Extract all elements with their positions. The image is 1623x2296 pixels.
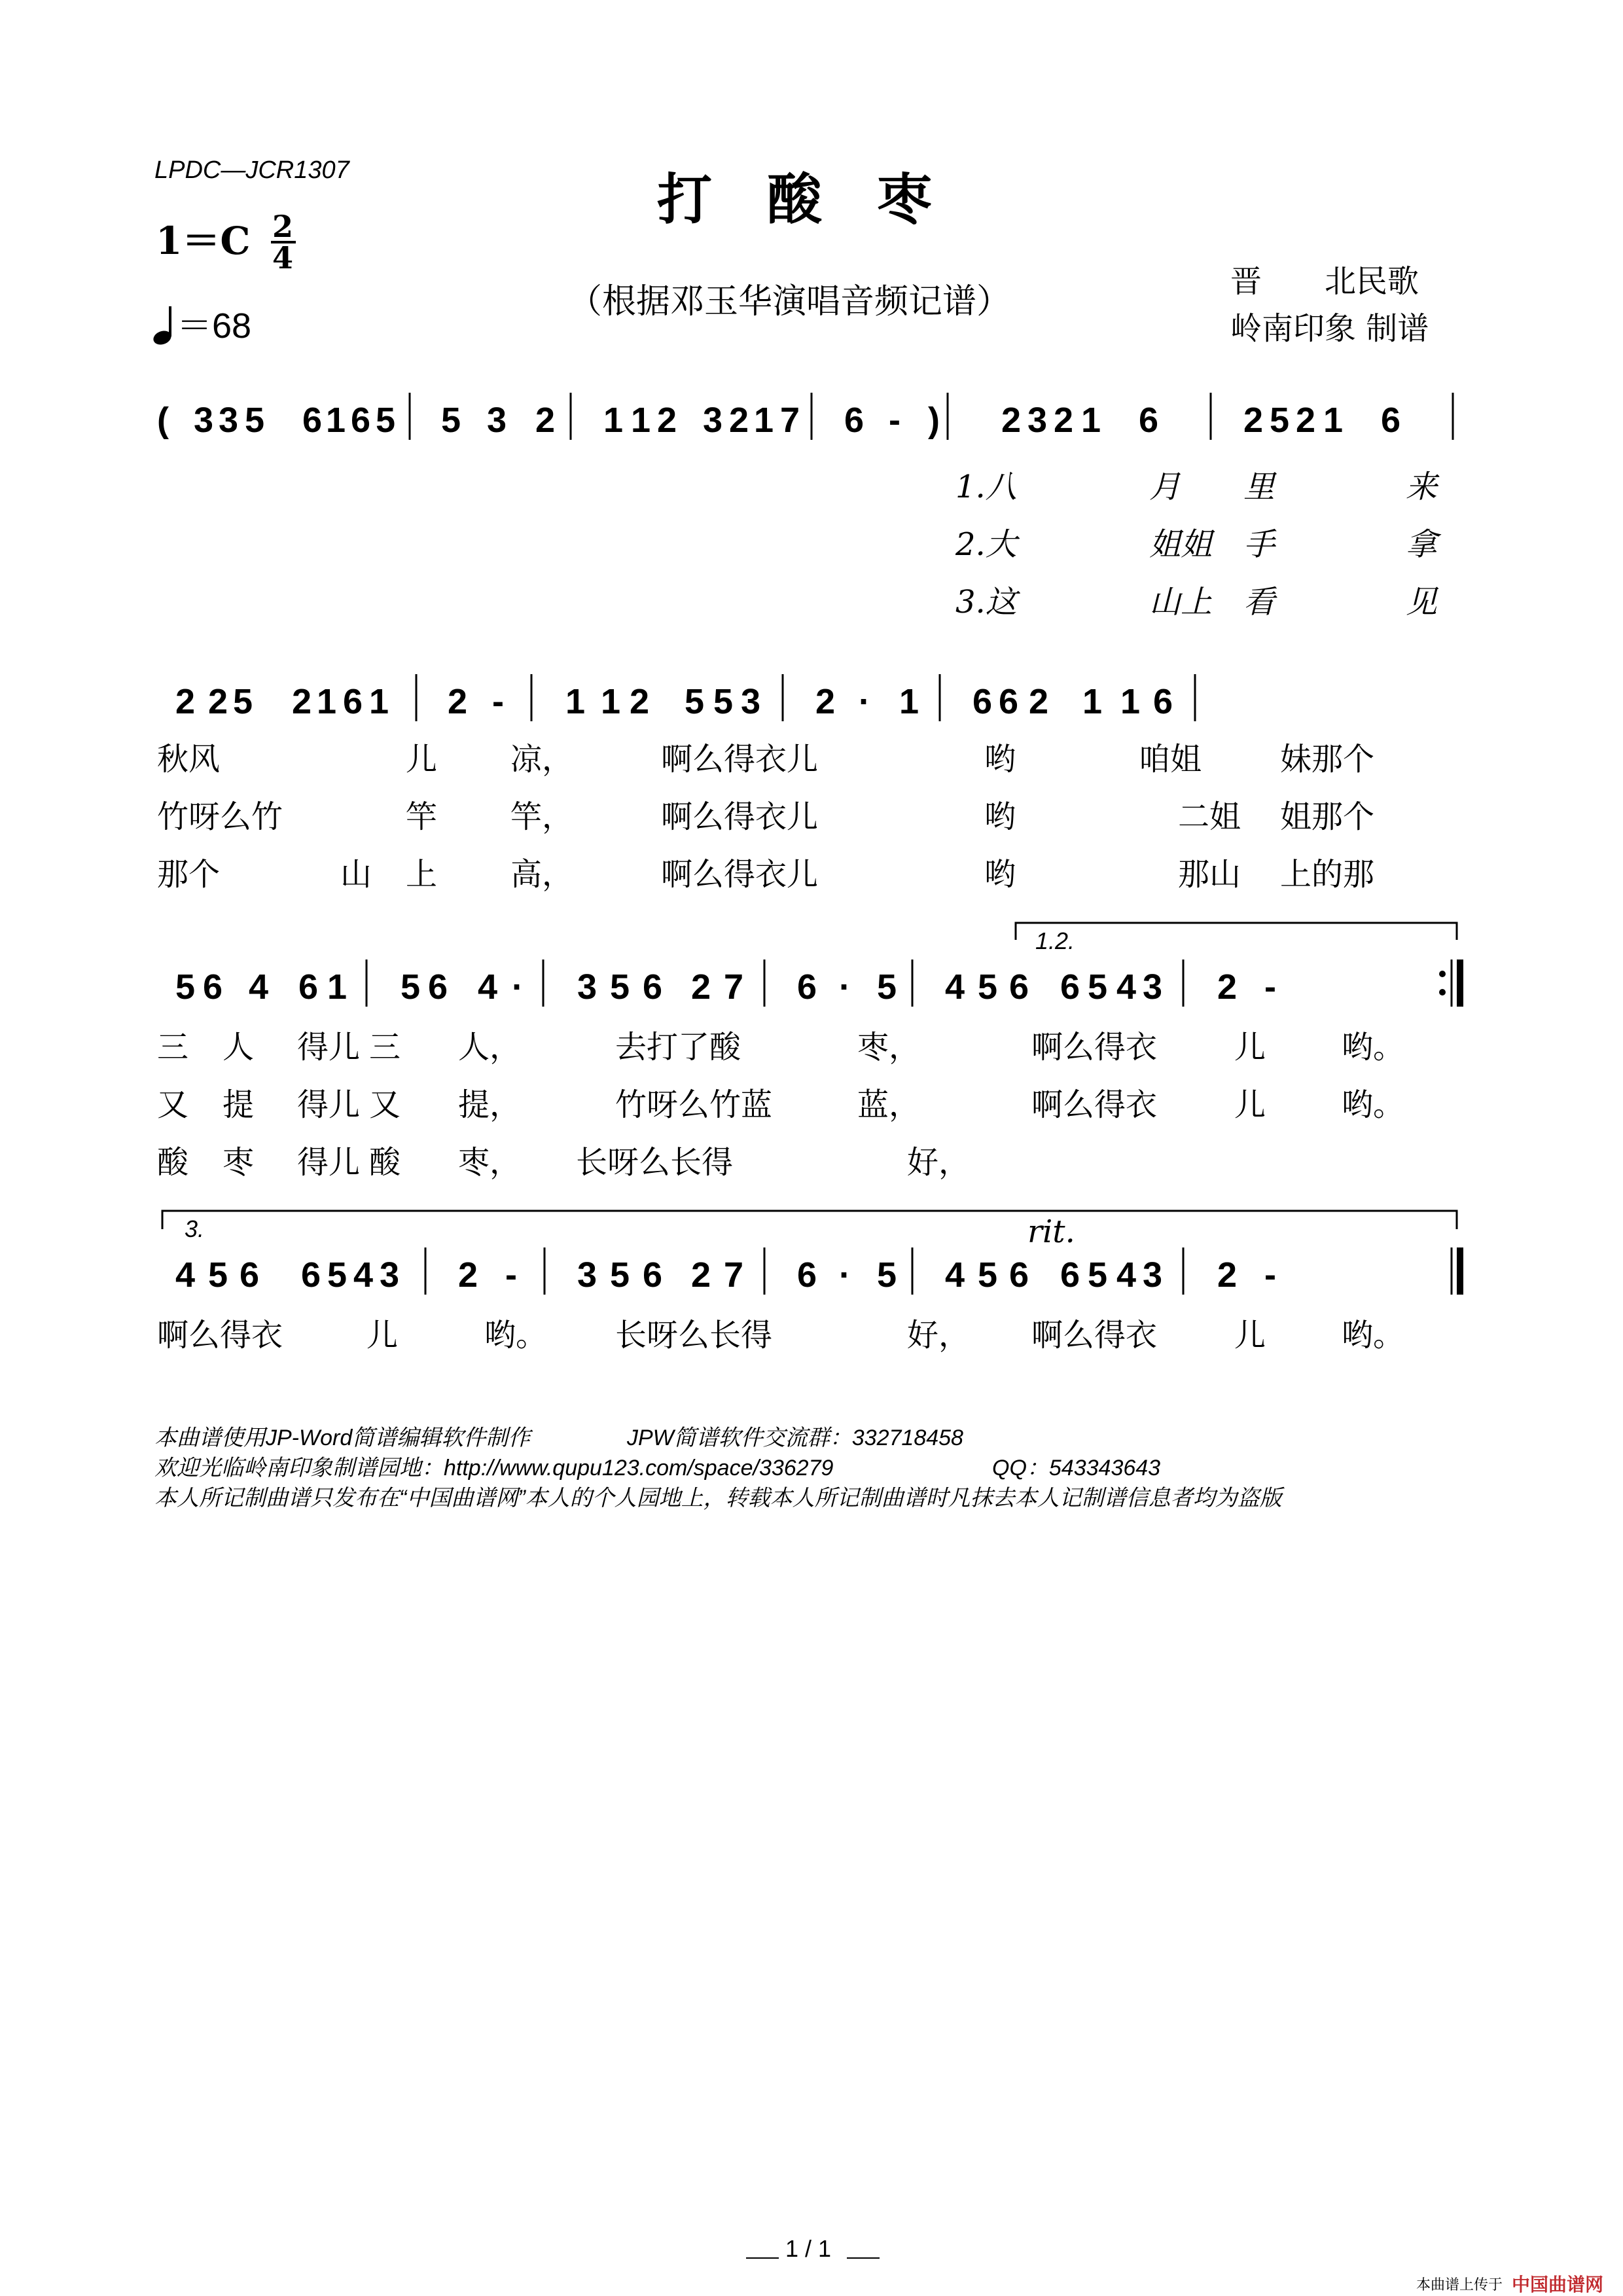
note: 6 (972, 682, 993, 721)
origin-label: 晋 北民歌 (1230, 263, 1419, 300)
lyric-l3_v3: 酸 (369, 1144, 401, 1181)
note: 1 (1120, 682, 1141, 721)
lyric-l2_v1: 咱姐 (1139, 741, 1202, 778)
note: 6 (203, 967, 223, 1007)
lyric-l2_v1: 妹那个 (1280, 741, 1375, 778)
note: 6 (1060, 1255, 1080, 1295)
note: 5 (376, 401, 396, 440)
note: 5 (327, 1255, 348, 1295)
note: 1 (369, 682, 389, 721)
note: 4 (249, 967, 269, 1007)
lyric-l2_v3: 那山 (1178, 856, 1241, 893)
note: 5 (233, 682, 253, 721)
lyric-l2_v3: 啊么得衣儿 (661, 856, 819, 893)
note: 5 (978, 1255, 998, 1295)
lyric-v1_intro: 来 (1406, 469, 1438, 505)
note: 3 (703, 401, 723, 440)
lyric-l2_v3: 哟 (984, 856, 1016, 893)
footer-qq-note: QQ：543343643 (992, 1456, 1161, 1480)
note: 6 (1060, 967, 1080, 1007)
note: 6 (999, 682, 1019, 721)
note: 5 (877, 967, 897, 1007)
lyric-l4_v1: 哟。 (1342, 1317, 1405, 1354)
note: 5 (175, 967, 196, 1007)
note: · (512, 967, 524, 1007)
lyric-l3_v1: 枣， (857, 1029, 921, 1066)
note: 1 (1081, 401, 1101, 440)
lyric-l3_v1: 人 (223, 1029, 255, 1066)
note: 1 (754, 401, 774, 440)
music-staff-2 (175, 674, 1195, 721)
lyric-v2_intro: 手 (1243, 526, 1275, 563)
lyric-l3_v2: 又 (157, 1086, 189, 1123)
lyric-l3_v1: 啊么得衣 (1031, 1029, 1158, 1066)
note: 4 (1116, 967, 1137, 1007)
note: 4 (175, 1255, 196, 1295)
lyric-l3_v1: 去打了酸 (615, 1029, 741, 1066)
music-staff-4 (175, 1247, 1463, 1295)
lyric-l3_v2: 蓝， (857, 1086, 921, 1123)
final-barline-thick (1457, 1247, 1463, 1295)
note: 2 (1243, 401, 1264, 440)
lyric-l3_v3: 好， (907, 1144, 971, 1181)
note: 1 (631, 401, 651, 440)
note: 6 (643, 967, 663, 1007)
footer-copyright-note: 本人所记制曲谱只发布在“中国曲谱网”本人的个人园地上，转载本人所记制曲谱时凡抹去本人记制谱信息者均为盗版 (154, 1486, 1282, 1511)
note: 5 (610, 967, 630, 1007)
lyric-l3_v3: 枣， (458, 1144, 522, 1181)
upload-note: 本曲谱上传于 (1416, 2276, 1503, 2293)
lyric-l2_v2: 啊么得衣儿 (661, 798, 819, 835)
note: 1 (326, 401, 346, 440)
note: 5 (610, 1255, 630, 1295)
lyric-l2_v3: 那个 (157, 856, 221, 893)
repeat-barline-thick (1457, 960, 1463, 1007)
lyric-l3_v1: 哟。 (1342, 1029, 1405, 1066)
note: 7 (724, 1255, 744, 1295)
note: 5 (208, 1255, 228, 1295)
lyric-v3_intro: 3.这 (955, 584, 1017, 620)
note: 4 (353, 1255, 374, 1295)
note: · (839, 967, 851, 1007)
note: 4 (945, 1255, 965, 1295)
footer-group-note: JPW简谱软件交流群：332718458 (627, 1426, 963, 1450)
note: 1 (899, 682, 919, 721)
time-numerator: 2 (272, 209, 294, 244)
lyric-l3_v2: 哟。 (1342, 1086, 1405, 1123)
lyric-l4_v1: 儿 (1234, 1317, 1266, 1354)
note: 6 (1153, 682, 1173, 721)
third-ending-bracket (162, 1211, 1457, 1229)
lyric-l3_v3: 酸 (157, 1144, 189, 1181)
note: 5 (877, 1255, 897, 1295)
time-denominator: 4 (272, 240, 294, 276)
footer-website-note: 欢迎光临岭南印象制谱园地：http://www.qupu123.com/space/336279 (154, 1456, 834, 1480)
dash-note: - (492, 682, 504, 721)
tempo-mark: ＝68 (177, 306, 252, 346)
note: 3 (487, 401, 507, 440)
note: 2 (535, 401, 556, 440)
note: 6 (240, 1255, 260, 1295)
lyric-l4_v1: 长呀么长得 (615, 1317, 773, 1354)
lyric-l2_v3: 高， (510, 856, 574, 893)
lyric-l3_v2: 啊么得衣 (1031, 1086, 1158, 1123)
page-title: 打 酸 枣 (657, 167, 933, 232)
note: 7 (780, 401, 800, 440)
note: 6 (351, 401, 371, 440)
note: 3 (1027, 401, 1048, 440)
lyric-l2_v2: 姐那个 (1280, 798, 1375, 835)
note: 5 (441, 401, 461, 440)
note: · (859, 682, 870, 721)
lyric-l4_v1: 哟。 (484, 1317, 548, 1354)
note: 5 (1270, 401, 1290, 440)
lyric-v2_intro: 2.大 (955, 526, 1017, 563)
note: · (839, 1255, 851, 1295)
note: 2 (657, 401, 677, 440)
lyrics-block (157, 469, 1442, 1354)
note: 1 (327, 967, 348, 1007)
note: 2 (1217, 967, 1238, 1007)
note: 5 (245, 401, 265, 440)
note: 2 (1001, 401, 1022, 440)
note: 5 (401, 967, 421, 1007)
note: 6 (1139, 401, 1159, 440)
lyric-l2_v2: 哟 (984, 798, 1016, 835)
note: 2 (1296, 401, 1316, 440)
note: 2 (1217, 1255, 1238, 1295)
note: 6 (643, 1255, 663, 1295)
music-staff-intro (157, 393, 1453, 440)
lyric-l3_v2: 得儿 (297, 1086, 361, 1123)
note: 6 (797, 967, 817, 1007)
first-ending-bracket (1016, 923, 1457, 940)
first-ending-label: 1.2. (1035, 927, 1075, 954)
note: 2 (448, 682, 468, 721)
lyric-l3_v2: 又 (369, 1086, 401, 1123)
note: 6 (343, 682, 363, 721)
note: 3 (1143, 1255, 1163, 1295)
lyric-l4_v1: 儿 (366, 1317, 399, 1354)
lyric-l3_v2: 提 (223, 1086, 255, 1123)
note: 1 (603, 401, 624, 440)
note: 6 (301, 1255, 321, 1295)
note: 4 (945, 967, 965, 1007)
dash-note: - (1264, 1255, 1276, 1295)
note: 6 (1381, 401, 1401, 440)
note: 2 (729, 401, 749, 440)
note: 4 (478, 967, 498, 1007)
repeat-paren: ( (157, 401, 169, 440)
repeat-dot (1439, 989, 1446, 996)
note: 6 (844, 401, 865, 440)
repeat-paren: ) (928, 401, 940, 440)
lyric-v1_intro: 1.八 (955, 469, 1017, 505)
note: 3 (380, 1255, 400, 1295)
lyric-l2_v1: 秋风 (157, 741, 221, 778)
music-staff-3 (175, 960, 1463, 1007)
footer-software-note: 本曲谱使用JP-Word简谱编辑软件制作 (154, 1426, 531, 1450)
lyric-l2_v3: 山 (340, 856, 372, 893)
note: 5 (1088, 967, 1108, 1007)
dash-note: - (1264, 967, 1276, 1007)
note: 1 (317, 682, 337, 721)
lyric-l4_v1: 好， (907, 1317, 971, 1354)
lyric-v1_intro: 里 (1243, 469, 1275, 505)
note: 2 (175, 682, 196, 721)
lyric-l2_v2: 二姐 (1178, 798, 1241, 835)
note: 6 (797, 1255, 817, 1295)
note: 6 (302, 401, 323, 440)
catalog-id: LPDC—JCR1307 (154, 156, 349, 184)
note: 3 (194, 401, 214, 440)
lyric-l2_v1: 哟 (984, 741, 1016, 778)
third-ending-label: 3. (185, 1215, 205, 1242)
lyric-l3_v3: 得儿 (297, 1144, 361, 1181)
lyric-v3_intro: 见 (1406, 584, 1438, 620)
key-signature: 1＝C (156, 219, 251, 263)
note: 6 (298, 967, 319, 1007)
lyric-l4_v1: 啊么得衣 (157, 1317, 283, 1354)
lyric-l3_v1: 人， (458, 1029, 522, 1066)
lyric-l2_v2: 竿 (406, 798, 438, 835)
lyric-v2_intro: 拿 (1406, 526, 1438, 563)
lyric-l2_v1: 啊么得衣儿 (661, 741, 819, 778)
lyric-l2_v3: 上 (406, 856, 438, 893)
lyric-l2_v1: 凉， (510, 741, 574, 778)
lyric-l2_v2: 竹呀么竹 (157, 798, 283, 835)
lyric-l3_v2: 提， (458, 1086, 522, 1123)
note: 1 (1323, 401, 1344, 440)
lyric-l3_v3: 长呀么长得 (576, 1144, 734, 1181)
note: 2 (630, 682, 650, 721)
site-logo-icon: 中国曲谱网 (1512, 2274, 1604, 2295)
repeat-dot (1439, 971, 1446, 977)
lyric-l2_v1: 儿 (406, 741, 438, 778)
note: 5 (978, 967, 998, 1007)
lyric-l3_v1: 得儿 (297, 1029, 361, 1066)
note: 1 (565, 682, 586, 721)
note: 5 (685, 682, 705, 721)
note: 2 (208, 682, 228, 721)
note: 3 (219, 401, 239, 440)
note: 1 (601, 682, 621, 721)
note: 6 (1009, 967, 1029, 1007)
dash-note: - (889, 401, 901, 440)
lyric-l4_v1: 啊么得衣 (1031, 1317, 1158, 1354)
note: 3 (577, 1255, 597, 1295)
note: 2 (691, 967, 711, 1007)
subtitle: （根据邓玉华演唱音频记谱） (568, 282, 1011, 321)
note: 3 (1143, 967, 1163, 1007)
note: 3 (577, 967, 597, 1007)
lyric-v3_intro: 山上 (1149, 584, 1213, 620)
arranger-label: 岭南印象 制谱 (1230, 310, 1429, 347)
lyric-l3_v3: 枣 (223, 1144, 255, 1181)
note: 2 (691, 1255, 711, 1295)
lyric-l2_v3: 上的那 (1280, 856, 1375, 893)
note: 3 (741, 682, 761, 721)
dash-note: - (505, 1255, 517, 1295)
lyric-l3_v2: 儿 (1234, 1086, 1266, 1123)
lyric-l3_v1: 儿 (1234, 1029, 1266, 1066)
quarter-note-icon (151, 306, 173, 347)
lyric-v1_intro: 月 (1149, 469, 1181, 505)
note: 5 (713, 682, 734, 721)
note: 2 (292, 682, 312, 721)
note: 1 (1082, 682, 1103, 721)
ritardando-mark: rit. (1027, 1213, 1075, 1250)
note: 6 (1009, 1255, 1029, 1295)
note: 5 (1088, 1255, 1108, 1295)
note: 2 (1054, 401, 1074, 440)
lyric-l3_v1: 三 (369, 1029, 401, 1066)
lyric-l3_v1: 三 (157, 1029, 189, 1066)
note: 2 (815, 682, 836, 721)
note: 6 (428, 967, 448, 1007)
lyric-v3_intro: 看 (1243, 584, 1275, 620)
page-number: 1 / 1 (785, 2235, 832, 2262)
lyric-l3_v2: 竹呀么竹蓝 (615, 1086, 773, 1123)
lyric-v2_intro: 姐姐 (1149, 526, 1213, 563)
note: 7 (724, 967, 744, 1007)
note: 4 (1116, 1255, 1137, 1295)
lyric-l2_v2: 竿， (510, 798, 574, 835)
note: 2 (1029, 682, 1049, 721)
note: 2 (458, 1255, 478, 1295)
